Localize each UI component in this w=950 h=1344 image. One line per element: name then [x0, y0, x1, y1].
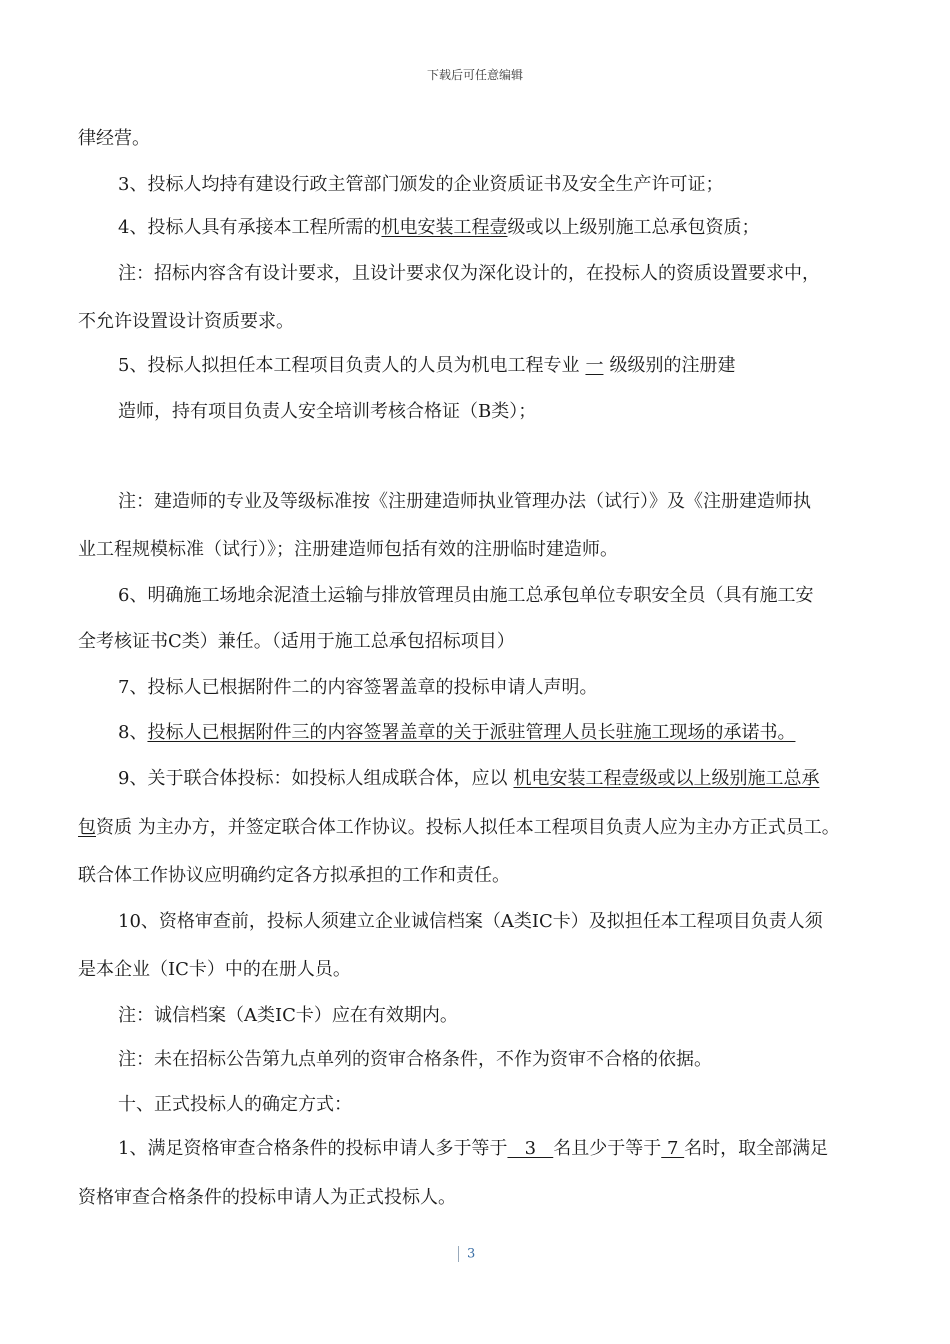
- paragraph-line: 律经营。: [78, 128, 150, 149]
- text-run: 4、投标人具有承接本工程所需的: [118, 217, 382, 238]
- paragraph-line: 6、明确施工场地余泥渣土运输与排放管理员由施工总承包单位专职安全员（具有施工安: [118, 585, 814, 606]
- text-run: 级级别的注册建: [609, 355, 736, 376]
- paragraph-line: [118, 354, 735, 378]
- paragraph-line: 注：招标内容含有设计要求，且设计要求仅为深化设计的，在投标人的资质设置要求中，: [118, 263, 820, 284]
- text-run: 名时，取全部满足: [684, 1138, 829, 1159]
- paragraph-line: [78, 816, 840, 840]
- paragraph-line: 资格审查合格条件的投标申请人为正式投标人。: [78, 1187, 456, 1208]
- paragraph-line: 业工程规模标准（试行）》；注册建造师包括有效的注册临时建造师。: [78, 539, 618, 560]
- underlined-text: 投标人已根据附件三的内容签署盖章的关于派驻管理人员长驻施工现场的承诺书。: [147, 722, 796, 743]
- underlined-text: 包: [78, 817, 96, 838]
- paragraph-line: 不允许设置设计资质要求。: [78, 311, 294, 332]
- page-number-value: 3: [467, 1246, 476, 1262]
- underlined-text: 一: [585, 355, 604, 376]
- underlined-text: 7: [661, 1138, 685, 1159]
- paragraph-line: 注：诚信档案（A类IC卡）应在有效期内。: [118, 1005, 458, 1026]
- text-run: 8、: [118, 722, 148, 743]
- paragraph-line: 联合体工作协议应明确约定各方拟承担的工作和责任。: [78, 865, 510, 886]
- text-run: 5、投标人拟担任本工程项目负责人的人员为机电工程专业: [118, 355, 580, 376]
- underlined-text: 机电安装工程壹级或以上级别施工总承: [513, 768, 820, 789]
- paragraph-line: 10、资格审查前，投标人须建立企业诚信档案（A类IC卡）及拟担任本工程项目负责人须: [118, 911, 823, 932]
- paragraph-line: 全考核证书C类）兼任。（适用于施工总承包招标项目）: [78, 631, 515, 652]
- text-run: 名且少于等于: [553, 1138, 662, 1159]
- paragraph-line: [118, 1137, 828, 1161]
- page-number: [458, 1246, 475, 1262]
- text-run: 1、满足资格审查合格条件的投标申请人多于等于: [118, 1138, 508, 1159]
- text-run: 资质 为主办方，并签定联合体工作协议。投标人拟任本工程项目负责人应为主办方正式员工。: [96, 817, 840, 838]
- paragraph-line: 7、投标人已根据附件二的内容签署盖章的投标申请人声明。: [118, 677, 598, 698]
- underlined-text: 3: [507, 1138, 554, 1159]
- page-number-divider: [458, 1246, 459, 1262]
- paragraph-line: [118, 721, 795, 745]
- paragraph-line: 是本企业（IC卡）中的在册人员。: [78, 959, 351, 980]
- paragraph-line: 注：未在招标公告第九点单列的资审合格条件，不作为资审不合格的依据。: [118, 1049, 712, 1070]
- underlined-text: 机电安装工程壹: [381, 217, 508, 238]
- text-run: 级或以上级别施工总承包资质；: [507, 217, 760, 238]
- paragraph-line: 造师，持有项目负责人安全培训考核合格证（B类）；: [118, 401, 537, 422]
- paragraph-line: 注：建造师的专业及等级标准按《注册建造师执业管理办法（试行）》及《注册建造师执: [118, 491, 811, 512]
- paragraph-line: [118, 767, 819, 791]
- text-run: 9、关于联合体投标：如投标人组成联合体，应以: [118, 768, 508, 789]
- page-header: 下载后可任意编辑: [426, 68, 523, 82]
- paragraph-line: 十、正式投标人的确定方式：: [118, 1094, 352, 1115]
- paragraph-line: [118, 216, 759, 240]
- paragraph-line: 3、投标人均持有建设行政主管部门颁发的企业资质证书及安全生产许可证；: [118, 174, 724, 195]
